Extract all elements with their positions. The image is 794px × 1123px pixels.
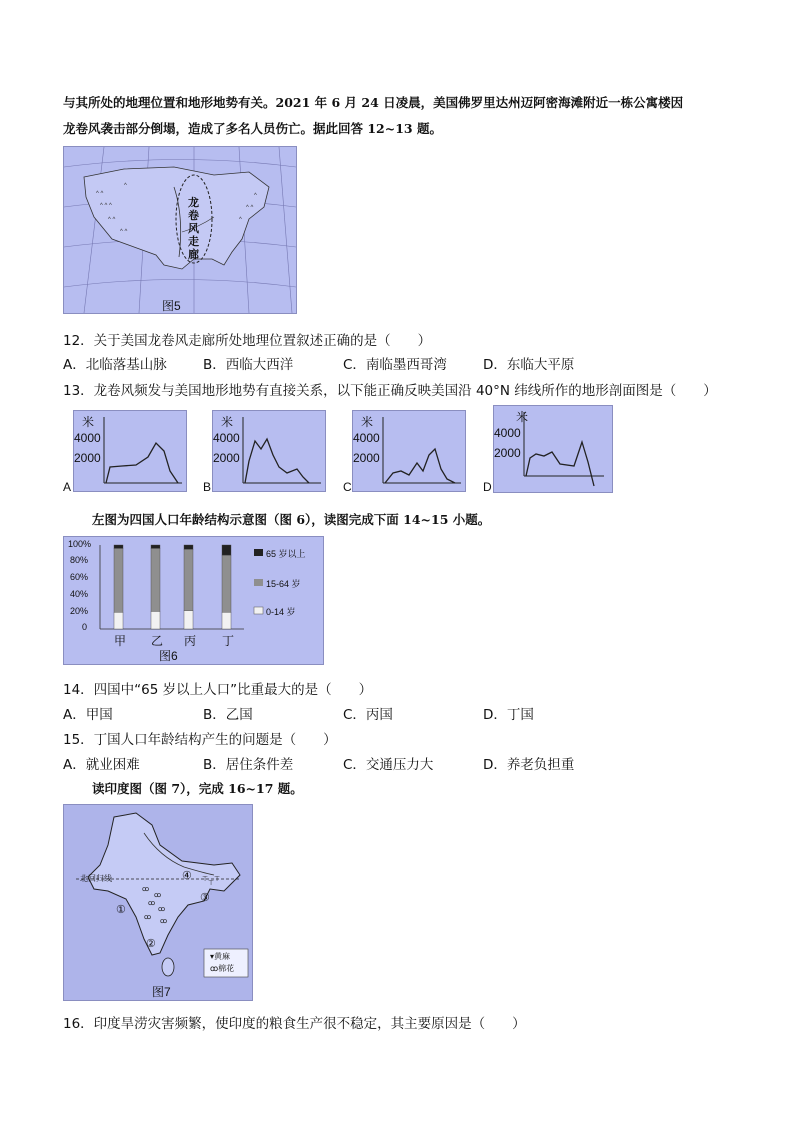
- profile-b-tick-4000: 4000: [213, 431, 240, 445]
- profile-b-letter[interactable]: B: [203, 480, 212, 494]
- svg-text:^ ^: ^ ^: [120, 229, 128, 235]
- svg-text:^ ^ ^: ^ ^ ^: [100, 203, 112, 209]
- svg-text:^ ^: ^ ^: [246, 205, 254, 211]
- q15-option-b[interactable]: B．居住条件差: [203, 757, 294, 773]
- svg-text:ꝏ: ꝏ: [158, 906, 166, 913]
- bar-segment-甲-0: [114, 612, 123, 629]
- y-tick-100: 100%: [68, 539, 92, 549]
- q12-option-b[interactable]: B．西临大西洋: [203, 357, 294, 373]
- profile-c-unit: 米: [361, 415, 374, 429]
- svg-text:^: ^: [124, 183, 127, 189]
- profile-d-tick-2000: 2000: [494, 446, 521, 460]
- question-13-stem: 13．龙卷风频发与美国地形地势有直接关系，以下能正确反映美国沿 40°N 纬线所作的地形剖面图是（ ）: [63, 383, 717, 399]
- q15-option-a[interactable]: A．就业困难: [63, 757, 140, 773]
- figure-5-us-map: [63, 146, 297, 314]
- x-label-ding: 丁: [222, 634, 235, 648]
- tropic-label: 北回归线: [80, 874, 112, 883]
- marker-1: ①: [116, 904, 126, 916]
- q12-option-c[interactable]: C．南临墨西哥湾: [343, 357, 447, 373]
- bar-segment-乙-0: [151, 611, 160, 629]
- question-12-stem: 12．关于美国龙卷风走廊所处地理位置叙述正确的是（ ）: [63, 333, 432, 349]
- x-label-bing: 丙: [184, 634, 197, 648]
- profile-a-tick-2000: 2000: [74, 451, 101, 465]
- intro-line-1: 与其所处的地理位置和地形地势有关。2021 年 6 月 24 日凌晨，美国佛罗里达州迈阿密海滩附近一栋公寓楼因: [63, 95, 684, 110]
- bar-segment-丙-2: [184, 545, 193, 549]
- bar-segment-丁-2: [222, 545, 231, 555]
- marker-2: ②: [146, 938, 156, 950]
- q14-option-d[interactable]: D．丁国: [483, 707, 534, 723]
- question-16-stem: 16．印度旱涝灾害频繁，使印度的粮食生产很不稳定，其主要原因是（ ）: [63, 1016, 526, 1032]
- svg-text:ꝏ: ꝏ: [148, 900, 156, 907]
- q12-option-d[interactable]: D．东临大平原: [483, 357, 575, 373]
- profile-b-tick-2000: 2000: [213, 451, 240, 465]
- bar-segment-乙-2: [151, 545, 160, 548]
- figure-5-caption: 图5: [162, 299, 181, 313]
- profile-a-unit: 米: [82, 415, 95, 429]
- q14-option-b[interactable]: B．乙国: [203, 707, 253, 723]
- svg-text:^ ^: ^ ^: [108, 217, 116, 223]
- bar-segment-丙-1: [184, 549, 193, 610]
- profile-d-letter[interactable]: D: [483, 480, 492, 494]
- bar-segment-乙-1: [151, 548, 160, 611]
- svg-text:^ ^: ^ ^: [96, 191, 104, 197]
- svg-text:^: ^: [254, 193, 257, 199]
- profile-c: [352, 410, 466, 492]
- marker-4: ④: [182, 870, 192, 882]
- q15-option-c[interactable]: C．交通压力大: [343, 757, 434, 773]
- y-tick-40: 40%: [70, 589, 89, 599]
- profile-a-tick-4000: 4000: [74, 431, 101, 445]
- y-tick-0: 0: [82, 622, 88, 632]
- bar-segment-丁-1: [222, 555, 231, 612]
- q12-option-a[interactable]: A．北临落基山脉: [63, 357, 167, 373]
- q14-option-a[interactable]: A．甲国: [63, 707, 113, 723]
- y-tick-80: 80%: [70, 555, 89, 565]
- intro-line-2: 龙卷风袭击部分倒塌，造成了多名人员伤亡。据此回答 12~13 题。: [63, 121, 442, 136]
- svg-text:ꝏ: ꝏ: [160, 918, 168, 925]
- bar-segment-甲-1: [114, 548, 123, 612]
- legend-cotton: ꝏ棉花: [210, 964, 235, 973]
- legend-jute: ▾黄麻: [210, 952, 231, 961]
- svg-text:ꝏ: ꝏ: [142, 886, 150, 893]
- svg-text:⊤: ⊤: [208, 880, 215, 887]
- q14-option-c[interactable]: C．丙国: [343, 707, 393, 723]
- q15-option-d[interactable]: D．养老负担重: [483, 757, 575, 773]
- legend-swatch-65-plus: [254, 549, 263, 556]
- profile-c-tick-4000: 4000: [353, 431, 380, 445]
- profile-b-unit: 米: [221, 415, 234, 429]
- svg-text:⊤: ⊤: [202, 876, 209, 883]
- section-16-intro: 读印度图（图 7），完成 16~17 题。: [92, 781, 303, 796]
- legend-swatch-0-14: [254, 607, 263, 614]
- section-14-intro: 左图为四国人口年龄结构示意图（图 6），读图完成下面 14~15 小题。: [92, 512, 491, 527]
- svg-text:ꝏ: ꝏ: [144, 914, 152, 921]
- x-label-yi: 乙: [151, 634, 164, 648]
- question-15-stem: 15．丁国人口年龄结构产生的问题是（ ）: [63, 732, 337, 748]
- bar-segment-丁-0: [222, 612, 231, 629]
- bar-segment-甲-2: [114, 545, 123, 548]
- us-map-graphic: [64, 147, 296, 313]
- figure-7-india-map: [63, 804, 253, 1001]
- svg-text:⊤: ⊤: [214, 876, 221, 883]
- legend-label-15-64: 15-64 岁: [266, 579, 301, 589]
- legend-swatch-15-64: [254, 579, 263, 586]
- profile-c-tick-2000: 2000: [353, 451, 380, 465]
- profile-d: [493, 405, 613, 493]
- sri-lanka: [162, 958, 174, 976]
- y-tick-60: 60%: [70, 572, 89, 582]
- figure-7-caption: 图7: [152, 985, 171, 999]
- bar-segment-丙-0: [184, 611, 193, 629]
- profile-d-tick-4000: 4000: [494, 426, 521, 440]
- question-14-stem: 14．四国中“65 岁以上人口”比重最大的是（ ）: [63, 682, 373, 698]
- figure-6-population-chart: [63, 536, 324, 665]
- x-label-jia: 甲: [114, 634, 127, 648]
- figure-6-caption: 图6: [159, 649, 178, 663]
- profile-a: [73, 410, 187, 492]
- svg-text:^: ^: [239, 217, 242, 223]
- legend-label-0-14: 0-14 岁: [266, 607, 296, 617]
- profile-a-letter[interactable]: A: [63, 480, 72, 494]
- legend-label-65-plus: 65 岁以上: [266, 549, 306, 559]
- svg-text:ꝏ: ꝏ: [154, 892, 162, 899]
- corridor-label: 龙卷风走廊: [188, 197, 199, 261]
- profile-c-letter[interactable]: C: [343, 480, 352, 494]
- y-tick-20: 20%: [70, 606, 89, 616]
- marker-3: ③: [200, 892, 210, 904]
- profile-d-unit: 米: [516, 410, 529, 424]
- profile-b: [212, 410, 326, 492]
